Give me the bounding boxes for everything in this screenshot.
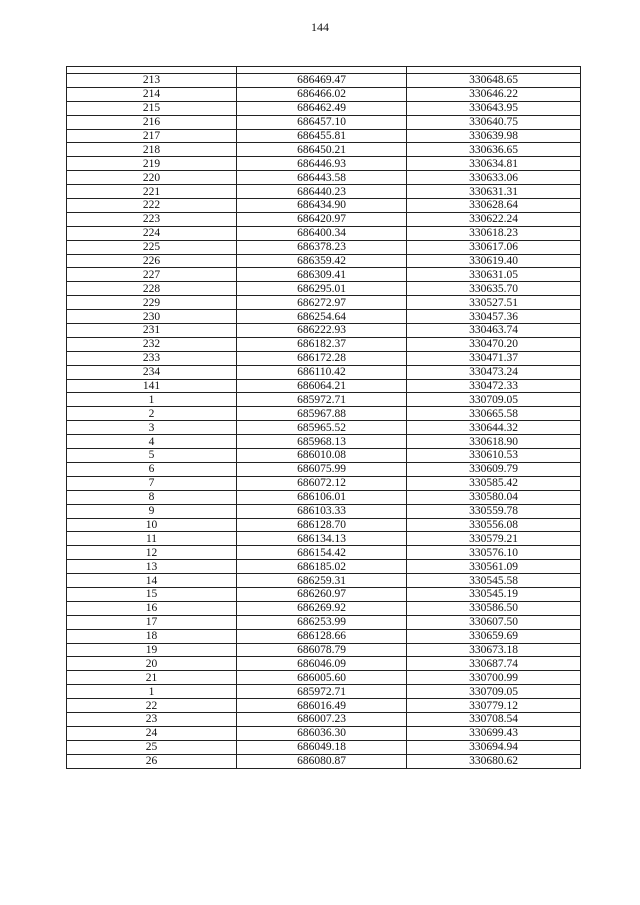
point-number-cell: 20 bbox=[67, 657, 237, 671]
point-number-cell: 13 bbox=[67, 560, 237, 574]
x-coordinate-cell: 686005.60 bbox=[237, 671, 407, 685]
point-number-cell: 222 bbox=[67, 199, 237, 213]
y-coordinate-cell: 330644.32 bbox=[407, 421, 581, 435]
x-coordinate-cell: 686259.31 bbox=[237, 574, 407, 588]
y-coordinate-cell: 330709.05 bbox=[407, 393, 581, 407]
y-coordinate-cell: 330631.31 bbox=[407, 185, 581, 199]
x-coordinate-cell: 686182.37 bbox=[237, 337, 407, 351]
table-row bbox=[67, 143, 581, 157]
table-row bbox=[67, 560, 581, 574]
point-number-cell: 18 bbox=[67, 629, 237, 643]
x-coordinate-cell: 686185.02 bbox=[237, 560, 407, 574]
point-number-cell: 12 bbox=[67, 546, 237, 560]
point-number-cell: 19 bbox=[67, 643, 237, 657]
point-number-cell: 26 bbox=[67, 754, 237, 768]
y-coordinate-cell: 330694.94 bbox=[407, 740, 581, 754]
y-coordinate-cell: 330586.50 bbox=[407, 601, 581, 615]
point-number-cell: 224 bbox=[67, 226, 237, 240]
table-row bbox=[67, 601, 581, 615]
y-coordinate-cell: 330631.05 bbox=[407, 268, 581, 282]
x-coordinate-cell: 686078.79 bbox=[237, 643, 407, 657]
point-number-cell: 232 bbox=[67, 337, 237, 351]
point-number-cell: 5 bbox=[67, 449, 237, 463]
x-coordinate-cell: 686080.87 bbox=[237, 754, 407, 768]
x-coordinate-cell: 686272.97 bbox=[237, 296, 407, 310]
y-coordinate-cell: 330585.42 bbox=[407, 476, 581, 490]
table-row bbox=[67, 324, 581, 338]
table-row bbox=[67, 754, 581, 768]
point-number-cell: 3 bbox=[67, 421, 237, 435]
y-coordinate-cell: 330636.65 bbox=[407, 143, 581, 157]
table-row bbox=[67, 726, 581, 740]
x-coordinate-cell: 686269.92 bbox=[237, 601, 407, 615]
point-number-cell: 1 bbox=[67, 685, 237, 699]
coordinates-table-body bbox=[67, 67, 581, 769]
table-row bbox=[67, 685, 581, 699]
point-number-cell: 229 bbox=[67, 296, 237, 310]
y-coordinate-cell: 330622.24 bbox=[407, 212, 581, 226]
table-row bbox=[67, 449, 581, 463]
point-number-cell: 4 bbox=[67, 435, 237, 449]
point-number-cell: 231 bbox=[67, 324, 237, 338]
x-coordinate-cell: 686128.66 bbox=[237, 629, 407, 643]
point-number-cell: 2 bbox=[67, 407, 237, 421]
y-coordinate-cell: 330579.21 bbox=[407, 532, 581, 546]
y-coordinate-cell: 330633.06 bbox=[407, 171, 581, 185]
x-coordinate-cell: 686434.90 bbox=[237, 199, 407, 213]
point-number-cell: 230 bbox=[67, 310, 237, 324]
point-number-cell: 1 bbox=[67, 393, 237, 407]
x-coordinate-cell: 686222.93 bbox=[237, 324, 407, 338]
table-row bbox=[67, 574, 581, 588]
table-row bbox=[67, 212, 581, 226]
point-number-cell: 228 bbox=[67, 282, 237, 296]
y-coordinate-cell: 330556.08 bbox=[407, 518, 581, 532]
y-coordinate-cell: 330580.04 bbox=[407, 490, 581, 504]
x-coordinate-cell: 686134.13 bbox=[237, 532, 407, 546]
y-coordinate-cell: 330470.20 bbox=[407, 337, 581, 351]
x-coordinate-cell: 686469.47 bbox=[237, 74, 407, 88]
x-coordinate-cell: 686446.93 bbox=[237, 157, 407, 171]
y-coordinate-cell: 330639.98 bbox=[407, 129, 581, 143]
point-number-cell: 216 bbox=[67, 115, 237, 129]
x-coordinate-cell: 686072.12 bbox=[237, 476, 407, 490]
x-coordinate-cell: 685965.52 bbox=[237, 421, 407, 435]
table-row bbox=[67, 699, 581, 713]
y-coordinate-cell: 330665.58 bbox=[407, 407, 581, 421]
x-coordinate-cell: 686466.02 bbox=[237, 87, 407, 101]
point-number-cell: 217 bbox=[67, 129, 237, 143]
table-row bbox=[67, 351, 581, 365]
x-coordinate-cell: 686400.34 bbox=[237, 226, 407, 240]
point-number-cell: 215 bbox=[67, 101, 237, 115]
table-row bbox=[67, 476, 581, 490]
x-coordinate-cell: 686128.70 bbox=[237, 518, 407, 532]
x-coordinate-cell: 686309.41 bbox=[237, 268, 407, 282]
y-coordinate-cell: 330618.90 bbox=[407, 435, 581, 449]
table-row bbox=[67, 282, 581, 296]
point-number-cell: 141 bbox=[67, 379, 237, 393]
x-coordinate-cell: 686110.42 bbox=[237, 365, 407, 379]
y-coordinate-cell: 330610.53 bbox=[407, 449, 581, 463]
y-coordinate-cell: 330527.51 bbox=[407, 296, 581, 310]
x-coordinate-cell: 686295.01 bbox=[237, 282, 407, 296]
x-coordinate-cell: 686359.42 bbox=[237, 254, 407, 268]
table-top-spacer-row bbox=[67, 67, 581, 74]
y-coordinate-cell: 330709.05 bbox=[407, 685, 581, 699]
table-row bbox=[67, 407, 581, 421]
x-coordinate-cell: 686154.42 bbox=[237, 546, 407, 560]
y-coordinate-cell: 330545.19 bbox=[407, 587, 581, 601]
point-number-cell: 23 bbox=[67, 712, 237, 726]
table-row bbox=[67, 546, 581, 560]
point-number-cell: 24 bbox=[67, 726, 237, 740]
y-coordinate-cell: 330628.64 bbox=[407, 199, 581, 213]
point-number-cell: 22 bbox=[67, 699, 237, 713]
x-coordinate-cell: 686254.64 bbox=[237, 310, 407, 324]
x-coordinate-cell: 686106.01 bbox=[237, 490, 407, 504]
point-number-cell: 9 bbox=[67, 504, 237, 518]
point-number-cell: 6 bbox=[67, 462, 237, 476]
table-row bbox=[67, 101, 581, 115]
y-coordinate-cell: 330779.12 bbox=[407, 699, 581, 713]
x-coordinate-cell: 686075.99 bbox=[237, 462, 407, 476]
y-coordinate-cell: 330648.65 bbox=[407, 74, 581, 88]
table-row bbox=[67, 532, 581, 546]
x-coordinate-cell: 686378.23 bbox=[237, 240, 407, 254]
x-coordinate-cell: 685968.13 bbox=[237, 435, 407, 449]
table-row bbox=[67, 379, 581, 393]
y-coordinate-cell: 330609.79 bbox=[407, 462, 581, 476]
x-coordinate-cell: 686036.30 bbox=[237, 726, 407, 740]
y-coordinate-cell: 330559.78 bbox=[407, 504, 581, 518]
coordinates-table bbox=[66, 66, 581, 769]
x-coordinate-cell: 686253.99 bbox=[237, 615, 407, 629]
point-number-cell: 221 bbox=[67, 185, 237, 199]
page-number: 144 bbox=[311, 20, 329, 34]
table-row bbox=[67, 87, 581, 101]
y-coordinate-cell: 330607.50 bbox=[407, 615, 581, 629]
y-coordinate-cell: 330687.74 bbox=[407, 657, 581, 671]
point-number-cell: 214 bbox=[67, 87, 237, 101]
point-number-cell: 226 bbox=[67, 254, 237, 268]
point-number-cell: 220 bbox=[67, 171, 237, 185]
x-coordinate-cell: 686049.18 bbox=[237, 740, 407, 754]
x-coordinate-cell: 686016.49 bbox=[237, 699, 407, 713]
x-coordinate-cell: 685972.71 bbox=[237, 393, 407, 407]
table-row bbox=[67, 185, 581, 199]
point-number-cell: 234 bbox=[67, 365, 237, 379]
point-number-cell: 11 bbox=[67, 532, 237, 546]
y-coordinate-cell: 330463.74 bbox=[407, 324, 581, 338]
y-coordinate-cell: 330708.54 bbox=[407, 712, 581, 726]
table-row bbox=[67, 504, 581, 518]
point-number-cell: 219 bbox=[67, 157, 237, 171]
table-row bbox=[67, 268, 581, 282]
table-row bbox=[67, 490, 581, 504]
point-number-cell: 10 bbox=[67, 518, 237, 532]
table-row bbox=[67, 226, 581, 240]
table-row bbox=[67, 615, 581, 629]
x-coordinate-cell: 686260.97 bbox=[237, 587, 407, 601]
point-number-cell: 25 bbox=[67, 740, 237, 754]
spacer-cell bbox=[67, 67, 237, 74]
table-row bbox=[67, 518, 581, 532]
spacer-cell bbox=[237, 67, 407, 74]
table-row bbox=[67, 462, 581, 476]
table-row bbox=[67, 643, 581, 657]
y-coordinate-cell: 330659.69 bbox=[407, 629, 581, 643]
y-coordinate-cell: 330472.33 bbox=[407, 379, 581, 393]
table-row bbox=[67, 337, 581, 351]
x-coordinate-cell: 685972.71 bbox=[237, 685, 407, 699]
table-row bbox=[67, 421, 581, 435]
point-number-cell: 227 bbox=[67, 268, 237, 282]
table-row bbox=[67, 657, 581, 671]
table-row bbox=[67, 74, 581, 88]
y-coordinate-cell: 330646.22 bbox=[407, 87, 581, 101]
table-row bbox=[67, 199, 581, 213]
table-row bbox=[67, 296, 581, 310]
x-coordinate-cell: 686440.23 bbox=[237, 185, 407, 199]
point-number-cell: 17 bbox=[67, 615, 237, 629]
table-row bbox=[67, 712, 581, 726]
x-coordinate-cell: 685967.88 bbox=[237, 407, 407, 421]
y-coordinate-cell: 330700.99 bbox=[407, 671, 581, 685]
x-coordinate-cell: 686462.49 bbox=[237, 101, 407, 115]
table-row bbox=[67, 310, 581, 324]
y-coordinate-cell: 330617.06 bbox=[407, 240, 581, 254]
spacer-cell bbox=[407, 67, 581, 74]
y-coordinate-cell: 330673.18 bbox=[407, 643, 581, 657]
point-number-cell: 223 bbox=[67, 212, 237, 226]
y-coordinate-cell: 330680.62 bbox=[407, 754, 581, 768]
x-coordinate-cell: 686172.28 bbox=[237, 351, 407, 365]
point-number-cell: 7 bbox=[67, 476, 237, 490]
x-coordinate-cell: 686103.33 bbox=[237, 504, 407, 518]
y-coordinate-cell: 330699.43 bbox=[407, 726, 581, 740]
x-coordinate-cell: 686010.08 bbox=[237, 449, 407, 463]
y-coordinate-cell: 330545.58 bbox=[407, 574, 581, 588]
y-coordinate-cell: 330576.10 bbox=[407, 546, 581, 560]
x-coordinate-cell: 686007.23 bbox=[237, 712, 407, 726]
table-row bbox=[67, 240, 581, 254]
point-number-cell: 8 bbox=[67, 490, 237, 504]
x-coordinate-cell: 686457.10 bbox=[237, 115, 407, 129]
table-row bbox=[67, 171, 581, 185]
y-coordinate-cell: 330457.36 bbox=[407, 310, 581, 324]
table-row bbox=[67, 115, 581, 129]
point-number-cell: 15 bbox=[67, 587, 237, 601]
table-row bbox=[67, 254, 581, 268]
y-coordinate-cell: 330635.70 bbox=[407, 282, 581, 296]
table-row bbox=[67, 671, 581, 685]
point-number-cell: 16 bbox=[67, 601, 237, 615]
table-row bbox=[67, 629, 581, 643]
y-coordinate-cell: 330473.24 bbox=[407, 365, 581, 379]
point-number-cell: 233 bbox=[67, 351, 237, 365]
table-row bbox=[67, 365, 581, 379]
table-row bbox=[67, 129, 581, 143]
table-row bbox=[67, 435, 581, 449]
table-row bbox=[67, 587, 581, 601]
table-row bbox=[67, 740, 581, 754]
x-coordinate-cell: 686420.97 bbox=[237, 212, 407, 226]
point-number-cell: 21 bbox=[67, 671, 237, 685]
point-number-cell: 213 bbox=[67, 74, 237, 88]
y-coordinate-cell: 330634.81 bbox=[407, 157, 581, 171]
y-coordinate-cell: 330471.37 bbox=[407, 351, 581, 365]
table-row bbox=[67, 393, 581, 407]
y-coordinate-cell: 330643.95 bbox=[407, 101, 581, 115]
y-coordinate-cell: 330618.23 bbox=[407, 226, 581, 240]
x-coordinate-cell: 686455.81 bbox=[237, 129, 407, 143]
table-row bbox=[67, 157, 581, 171]
point-number-cell: 14 bbox=[67, 574, 237, 588]
x-coordinate-cell: 686064.21 bbox=[237, 379, 407, 393]
x-coordinate-cell: 686450.21 bbox=[237, 143, 407, 157]
point-number-cell: 225 bbox=[67, 240, 237, 254]
x-coordinate-cell: 686046.09 bbox=[237, 657, 407, 671]
x-coordinate-cell: 686443.58 bbox=[237, 171, 407, 185]
point-number-cell: 218 bbox=[67, 143, 237, 157]
y-coordinate-cell: 330619.40 bbox=[407, 254, 581, 268]
y-coordinate-cell: 330561.09 bbox=[407, 560, 581, 574]
y-coordinate-cell: 330640.75 bbox=[407, 115, 581, 129]
